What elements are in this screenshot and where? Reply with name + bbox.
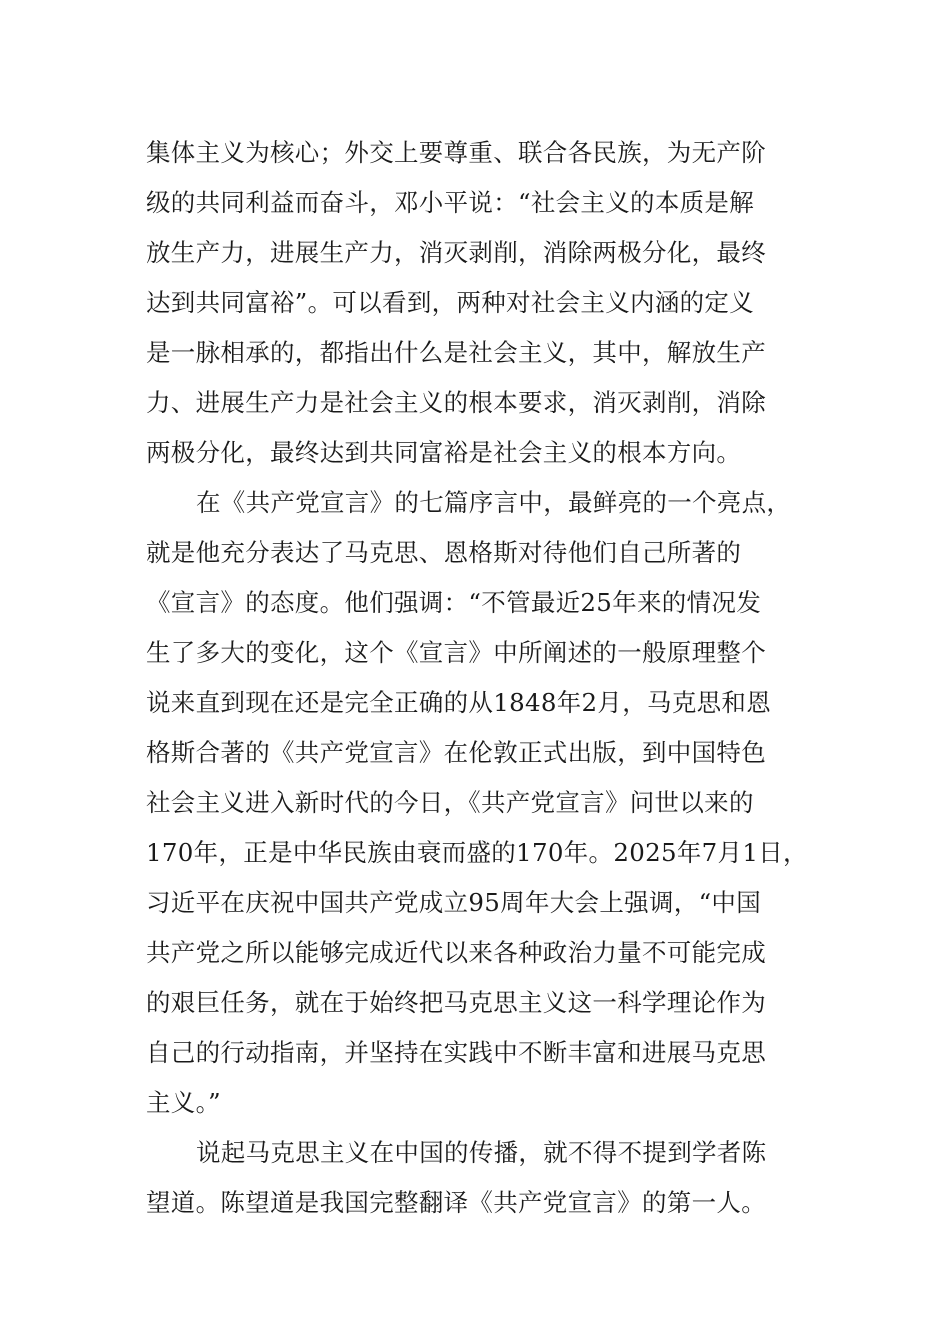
text-line: 习近平在庆祝中国共产党成立95周年大会上强调，“中国 [146,888,761,917]
text-line: 自己的行动指南，并坚持在实践中不断丰富和进展马克思 [146,1038,766,1067]
text-line: 社会主义进入新时代的今日，《共产党宣言》问世以来的 [146,788,754,817]
text-line: 的艰巨任务，就在于始终把马克思主义这一科学理论作为 [146,988,766,1017]
text-line: 级的共同利益而奋斗，邓小平说：“社会主义的本质是解 [146,188,755,217]
text-line: 就是他充分表达了马克思、恩格斯对待他们自己所著的 [146,538,742,567]
text-line: 放生产力，进展生产力，消灭剥削，消除两极分化，最终 [146,238,766,267]
text-line: 生了多大的变化，这个《宣言》中所阐述的一般原理整个 [146,638,766,667]
text-line: 望道。陈望道是我国完整翻译《共产党宣言》的第一人。 [146,1188,766,1217]
paragraph-2 [146,478,826,1128]
text-line: 达到共同富裕”。可以看到，两种对社会主义内涵的定义 [146,288,755,317]
text-line: 格斯合著的《共产党宣言》在伦敦正式出版，到中国特色 [146,738,766,767]
text-line: 集体主义为核心；外交上要尊重、联合各民族，为无产阶 [146,138,766,167]
text-line: 主义。” [146,1088,221,1117]
document-body [146,128,826,1228]
text-line: 170年，正是中华民族由衰而盛的170年。2025年7月1日， [146,838,808,867]
paragraph-1 [146,128,826,478]
text-line: 力、进展生产力是社会主义的根本要求，消灭剥削，消除 [146,388,766,417]
text-line: 说起马克思主义在中国的传播，就不得不提到学者陈 [196,1138,767,1167]
text-line: 在《共产党宣言》的七篇序言中，最鲜亮的一个亮点， [196,488,792,517]
text-line: 两极分化，最终达到共同富裕是社会主义的根本方向。 [146,438,742,467]
text-line: 说来直到现在还是完全正确的从1848年2月，马克思和恩 [146,688,772,717]
text-line: 《宣言》的态度。他们强调：“不管最近25年来的情况发 [146,588,761,617]
text-line: 共产党之所以能够完成近代以来各种政治力量不可能完成 [146,938,766,967]
text-line: 是一脉相承的，都指出什么是社会主义，其中，解放生产 [146,338,766,367]
paragraph-3 [146,1128,826,1228]
